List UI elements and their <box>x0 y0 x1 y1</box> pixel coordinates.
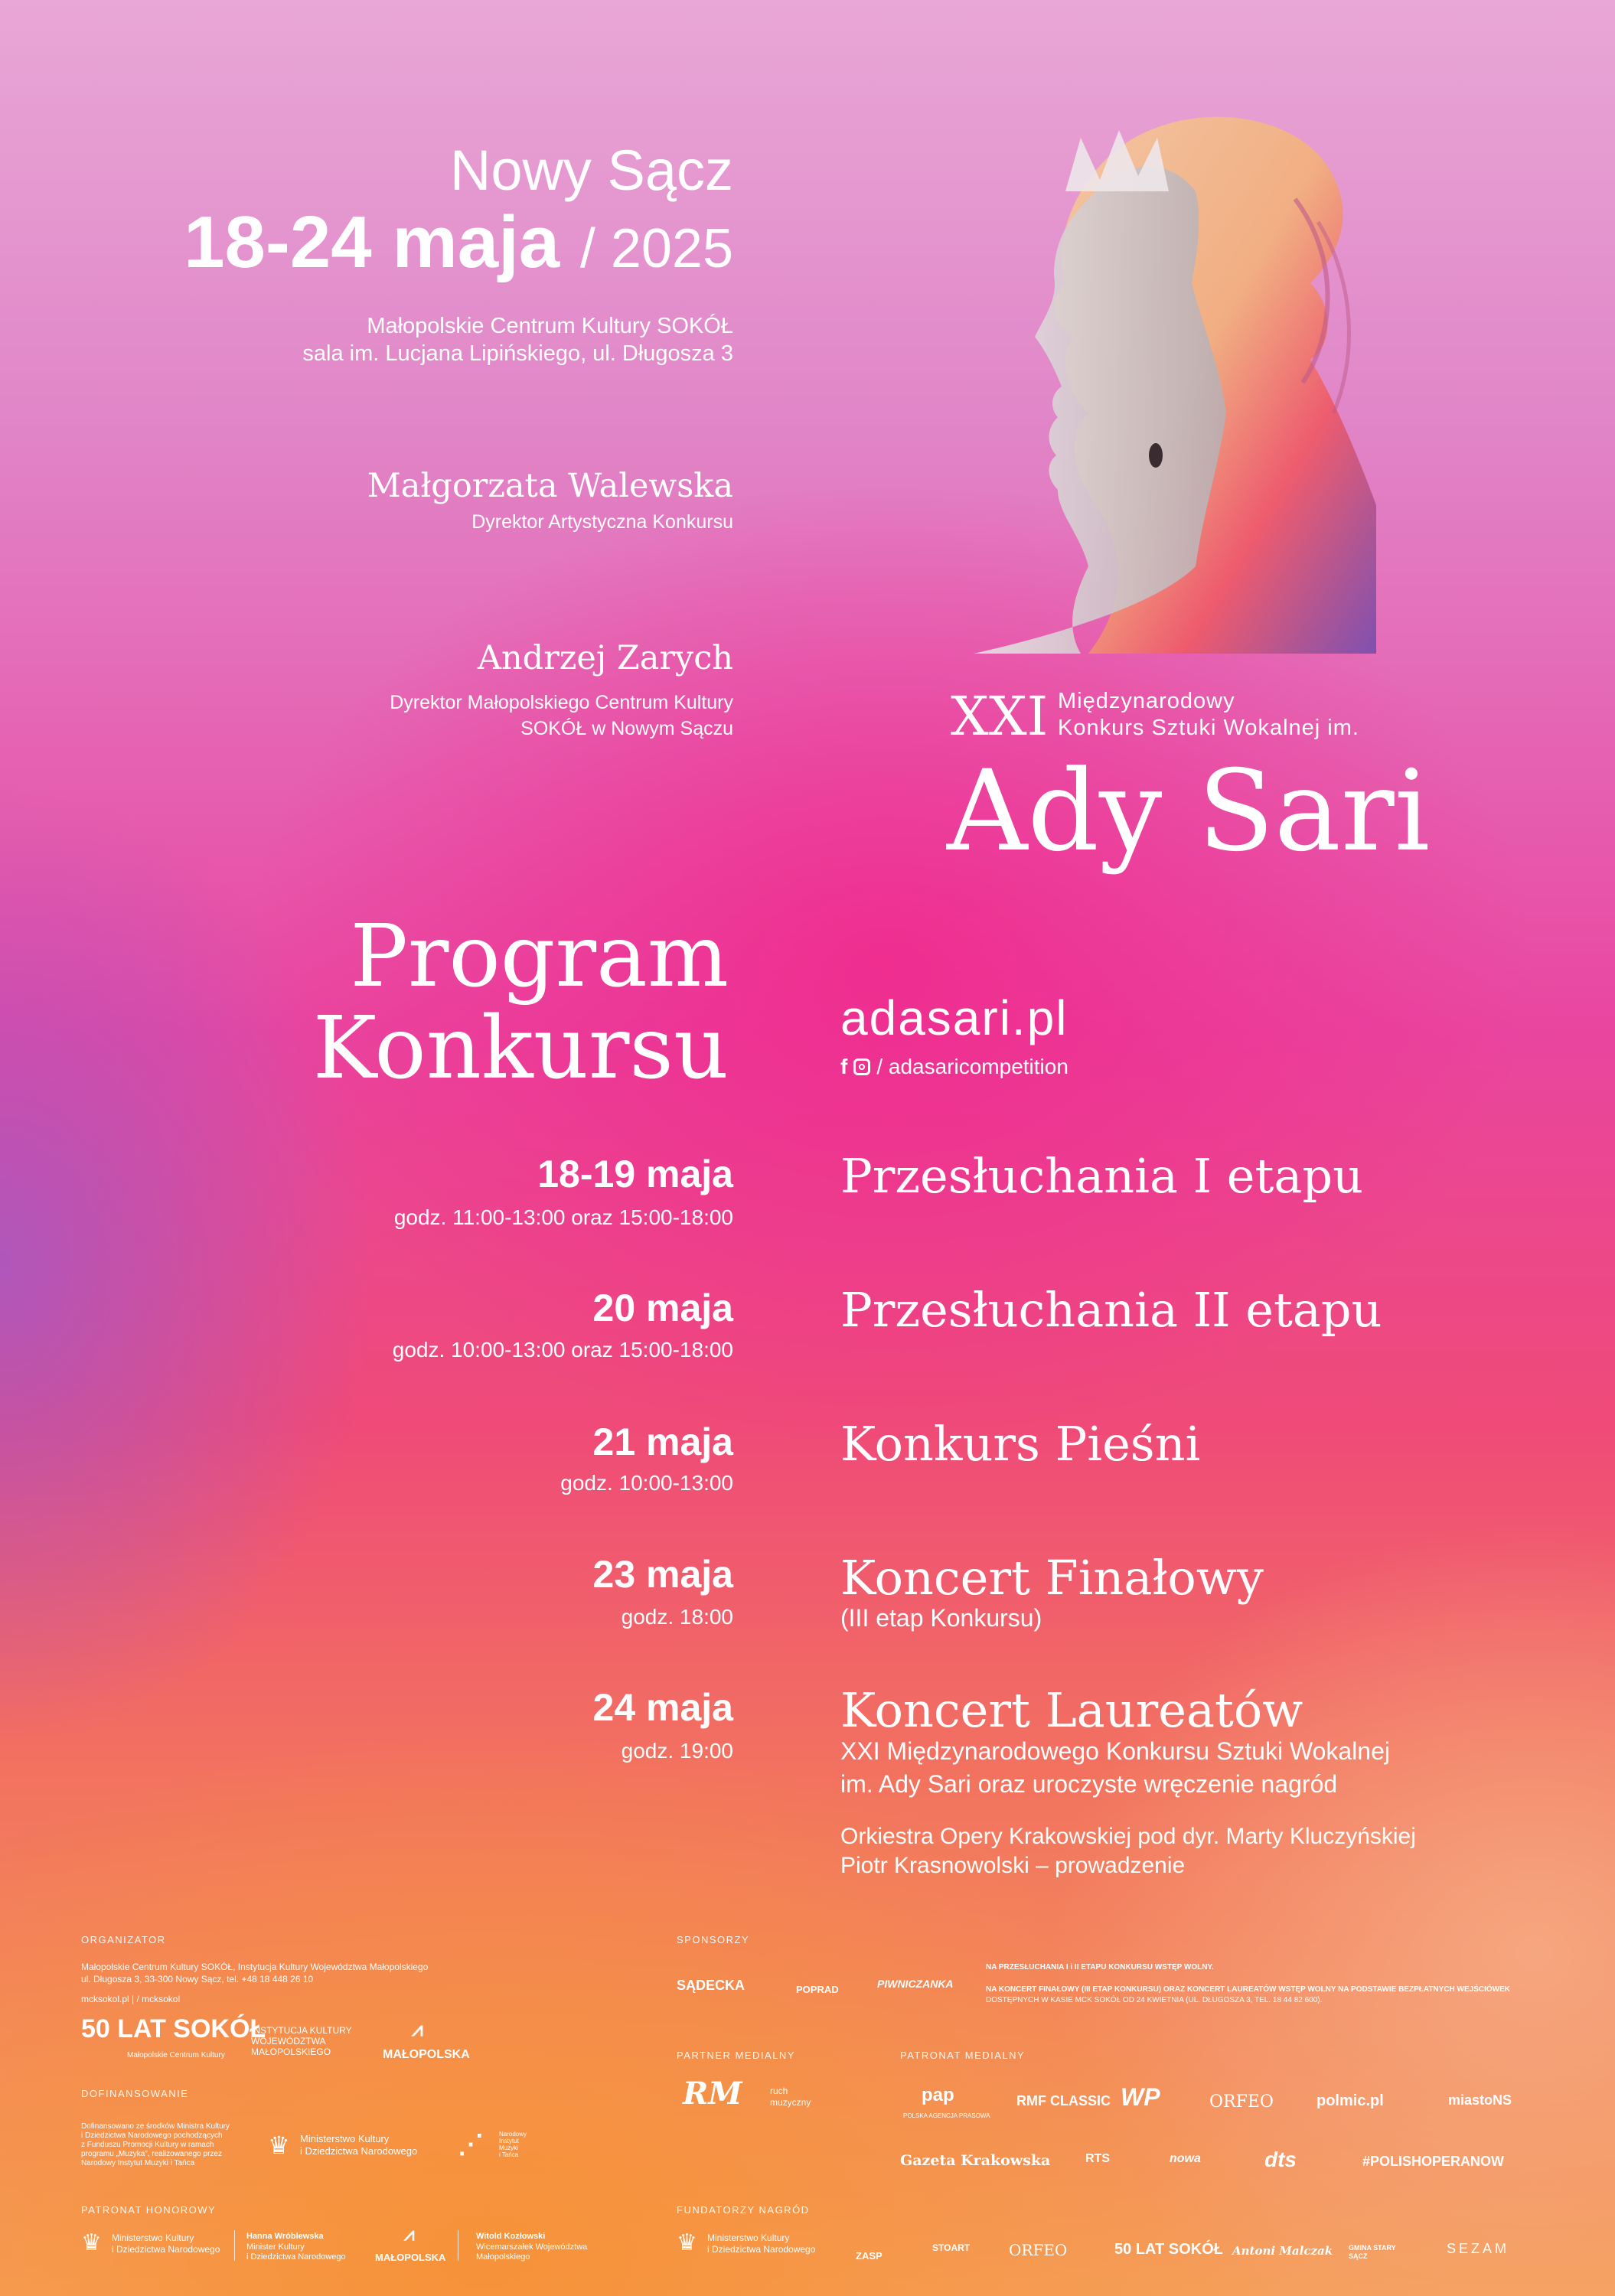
event-5-sub2: im. Ady Sari oraz uroczyste wręczenie nagród <box>840 1770 1338 1798</box>
inst-logo2: WOJEWÓDZTWA <box>251 2036 326 2047</box>
prize-stoart: STOART <box>932 2242 971 2253</box>
event-3-date: 21 maja <box>592 1420 733 1463</box>
ministry-line1: Ministerstwo Kultury <box>300 2133 390 2144</box>
honor1-role1: Minister Kultury <box>246 2242 305 2252</box>
prize-ministry-line1: Ministerstwo Kultury <box>707 2232 790 2243</box>
malopolska-icon-2: ⩘ <box>404 2224 415 2245</box>
portrait-illustration <box>974 107 1376 654</box>
artistic-director-name: Małgorzata Walewska <box>367 467 733 505</box>
event-2-time: godz. 10:00-13:00 oraz 15:00-18:00 <box>392 1338 733 1362</box>
mck-director-role-line1: Dyrektor Małopolskiego Centrum Kultury <box>390 692 733 713</box>
media-rts: RTS <box>1085 2152 1110 2165</box>
media-partner-line1: ruch <box>770 2086 788 2096</box>
prize-orfeo: ORFEO <box>1009 2241 1068 2259</box>
honor-ministry-line1: Ministerstwo Kultury <box>112 2232 194 2243</box>
eagle-icon-3: ♛ <box>677 2230 697 2255</box>
media-gazeta: Gazeta Krakowska <box>900 2152 1051 2169</box>
prize-zasp: ZASP <box>856 2250 883 2262</box>
notice2a: NA KONCERT FINAŁOWY (III ETAP KONKURSU) ORAZ KONCERT LAUREATÓW WSTĘP WOLNY NA PODSTAWIE BEZPŁATNYCH WEJŚCIÓWEK <box>986 1985 1510 1994</box>
malopolska-icon: ⩘ <box>412 2017 423 2040</box>
honor2-role1: Wicemarszałek Województwa <box>476 2242 588 2252</box>
prize-ministry-line2: i Dziedzictwa Narodowego <box>707 2244 816 2255</box>
prize-stary-sacz: GMINA STARY SĄCZ <box>1349 2244 1396 2260</box>
program-title-line1: Program <box>350 907 729 1006</box>
organizer-web[interactable]: mcksokol.pl | / mcksokol <box>81 1994 181 2004</box>
event-5-title: Koncert Laureatów <box>840 1682 1303 1738</box>
mck-director-role-line2: SOKÓŁ w Nowym Sączu <box>520 718 733 739</box>
inst-logo3: MAŁOPOLSKIEGO <box>251 2047 331 2057</box>
prize-sezam: SEZAM <box>1447 2241 1510 2256</box>
media-miastons: miastoNS <box>1448 2092 1512 2108</box>
event-4-date: 23 maja <box>592 1553 733 1596</box>
event-4-title: Koncert Finałowy <box>840 1550 1264 1606</box>
sokol-logo-sub: Małopolskie Centrum Kultury <box>127 2051 225 2060</box>
media-nowa: nowa <box>1170 2152 1201 2165</box>
competition-line2: Konkurs Sztuki Wokalnej im. <box>1058 716 1359 740</box>
sponsor-poprad: POPRAD <box>796 1984 839 1995</box>
honor-malopolska: MAŁOPOLSKA <box>375 2252 446 2263</box>
mck-director-name: Andrzej Zarych <box>477 639 733 677</box>
prize-sokol: 50 LAT SOKÓŁ <box>1114 2241 1223 2258</box>
venue-line2: sala im. Lucjana Lipińskiego, ul. Długosza 3 <box>302 341 733 366</box>
sponsor-piwniczanka: PIWNICZANKA <box>877 1978 954 1990</box>
funding-text5: Narodowy Instytut Muzyki i Tańca <box>81 2159 195 2167</box>
dates-year: / 2025 <box>579 218 733 279</box>
competition-edition: XXI <box>951 685 1049 748</box>
facebook-icon[interactable]: f <box>840 1055 848 1078</box>
sponsors-heading: SPONSORZY <box>677 1934 750 1945</box>
ruch-muzyczny-icon: RM <box>683 2076 742 2112</box>
event-1-time: godz. 11:00-13:00 oraz 15:00-18:00 <box>393 1205 733 1229</box>
event-5-sub3: Orkiestra Opery Krakowskiej pod dyr. Marty Kluczyńskiej <box>840 1824 1416 1849</box>
funding-heading: DOFINANSOWANIE <box>81 2088 189 2099</box>
program-title-line2: Konkursu <box>312 999 729 1098</box>
eagle-icon: ♛ <box>268 2131 290 2159</box>
event-5-sub4: Piotr Krasnowolski – prowadzenie <box>840 1853 1186 1878</box>
media-polishoperanow: #POLISHOPERANOW <box>1362 2154 1505 2169</box>
event-3-time: godz. 10:00-13:00 <box>560 1471 733 1495</box>
funding-text2: i Dziedzictwa Narodowego pochodzących <box>81 2131 223 2140</box>
nimit-line4: i Tańca <box>499 2151 519 2158</box>
nimit-line1: Narodowy <box>499 2131 527 2138</box>
media-partner-line2: muzyczny <box>770 2097 811 2108</box>
event-4-time: godz. 18:00 <box>621 1605 733 1629</box>
event-4-subtitle: (III etap Konkursu) <box>840 1604 1042 1632</box>
inst-logo1: INSTYTUCJA KULTURY <box>251 2025 352 2036</box>
organizer-text2: ul. Długosza 3, 33-300 Nowy Sącz, tel. +48 18 448 26 10 <box>81 1974 314 1985</box>
event-2-date: 20 maja <box>592 1287 733 1329</box>
funding-text1: Dofinansowano ze środków Ministra Kultury <box>81 2122 230 2131</box>
funding-text3: z Funduszu Promocji Kultury w ramach <box>81 2141 214 2149</box>
artistic-director-role: Dyrektor Artystyczna Konkursu <box>471 511 733 533</box>
media-wp: WP <box>1121 2083 1160 2111</box>
social-links[interactable] <box>840 1055 1069 1079</box>
dates <box>184 201 733 285</box>
notice1: NA PRZESŁUCHANIA I i II ETAPU KONKURSU WSTĘP WOLNY. <box>986 1963 1214 1971</box>
media-dts: dts <box>1264 2148 1297 2171</box>
event-1-title: Przesłuchania I etapu <box>840 1148 1363 1204</box>
dates-main: 18-24 maja <box>184 201 560 283</box>
notice2b: DOSTĘPNYCH W KASIE MCK SOKÓŁ OD 24 KWIETNIA (UL. DŁUGOSZA 3, TEL. 18 44 82 600). <box>986 1996 1323 2004</box>
media-partner-heading: PARTNER MEDIALNY <box>677 2050 795 2061</box>
media-pap: pap <box>922 2085 954 2105</box>
event-5-time: godz. 19:00 <box>621 1739 733 1763</box>
eagle-icon-2: ♛ <box>81 2230 102 2255</box>
nimit-line3: Muzyki <box>499 2144 518 2151</box>
honor2-role2: Małopolskiego <box>476 2252 530 2262</box>
nimit-icon: ⋰ <box>458 2130 484 2159</box>
instagram-icon[interactable] <box>853 1058 870 1075</box>
organizer-heading: ORGANIZATOR <box>81 1934 166 1945</box>
honor-divider <box>234 2230 235 2261</box>
honor1-name: Hanna Wróblewska <box>246 2232 324 2241</box>
organizer-text1: Małopolskie Centrum Kultury SOKÓŁ, Instytucja Kultury Województwa Małopolskiego <box>81 1962 429 1972</box>
sponsor-sadecka: SĄDECKA <box>677 1978 746 1993</box>
event-5-date: 24 maja <box>592 1686 733 1729</box>
city: Nowy Sącz <box>449 139 733 202</box>
media-polmic: polmic.pl <box>1316 2092 1384 2109</box>
event-2-title: Przesłuchania II etapu <box>840 1282 1382 1338</box>
event-1-date: 18-19 maja <box>537 1153 733 1195</box>
event-3-title: Konkurs Pieśni <box>840 1416 1201 1472</box>
media-pap-sub: POLSKA AGENCJA PRASOWA <box>903 2112 990 2119</box>
competition-name: Ady Sari <box>947 746 1431 876</box>
funding-text4: programu „Muzyka”, realizowanego przez <box>81 2150 222 2158</box>
website-link[interactable]: adasari.pl <box>840 990 1069 1045</box>
media-orfeo: ORFEO <box>1209 2092 1274 2112</box>
honor1-role2: i Dziedzictwa Narodowego <box>246 2252 346 2262</box>
prize-heading: FUNDATORZY NAGRÓD <box>677 2204 810 2216</box>
nimit-line2: Instytut <box>499 2138 519 2144</box>
social-handle: / adasaricompetition <box>876 1055 1069 1078</box>
media-rmf: RMF CLASSIC <box>1016 2093 1111 2108</box>
malopolska-logo: MAŁOPOLSKA <box>383 2048 470 2061</box>
ministry-line2: i Dziedzictwa Narodowego <box>300 2145 418 2157</box>
honor-heading: PATRONAT HONOROWY <box>81 2204 217 2216</box>
prize-malczak: Antoni Malczak <box>1232 2244 1333 2258</box>
media-patron-heading: PATRONAT MEDIALNY <box>900 2050 1026 2061</box>
honor-ministry-line2: i Dziedzictwa Narodowego <box>112 2244 220 2255</box>
venue-line1: Małopolskie Centrum Kultury SOKÓŁ <box>367 314 733 338</box>
sokol-logo: 50 LAT SOKÓŁ <box>81 2014 266 2043</box>
competition-line1: Międzynarodowy <box>1058 689 1235 713</box>
event-5-sub1: XXI Międzynarodowego Konkursu Sztuki Wokalnej <box>840 1737 1390 1765</box>
honor2-name: Witold Kozłowski <box>476 2232 546 2241</box>
